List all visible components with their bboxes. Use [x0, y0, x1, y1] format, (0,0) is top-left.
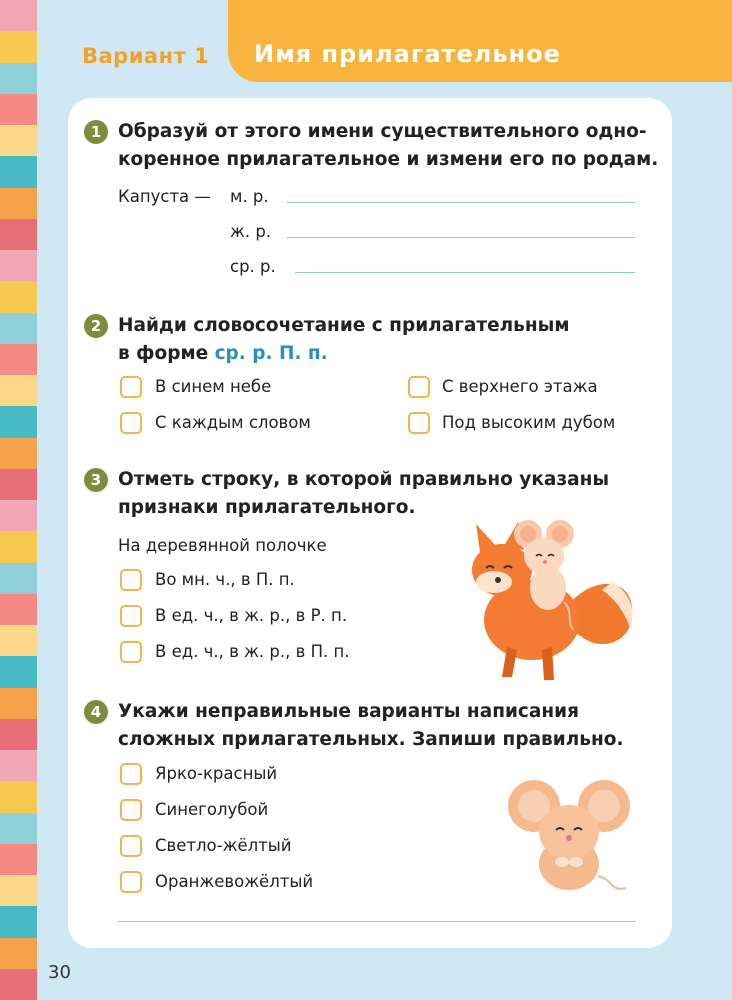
decorative-stripe [0, 0, 37, 1000]
option-checkbox[interactable] [120, 412, 142, 434]
answer-line[interactable] [118, 921, 636, 922]
question-1-text [118, 118, 658, 174]
question-number-1: 1 [84, 120, 108, 144]
question-2-line-2 [118, 340, 570, 368]
question-4-line-2: сложных прилагательных. Запиши правильно. [118, 729, 624, 750]
option-checkbox[interactable] [120, 835, 142, 857]
option-label: В синем небе [155, 377, 272, 396]
option-label: В ед. ч., в ж. р., в Р. п. [155, 606, 348, 625]
variant-label: Вариант 1 [82, 44, 210, 68]
option-checkbox[interactable] [120, 605, 142, 627]
option-label: С каждым словом [155, 413, 311, 432]
option-label: Светло-жёлтый [155, 836, 292, 855]
question-number-3: 3 [84, 468, 108, 492]
option-label: Во мн. ч., в П. п. [155, 570, 295, 589]
option-label: Ярко-красный [155, 764, 278, 783]
option-checkbox[interactable] [408, 412, 430, 434]
question-4-line-1: Укажи неправильные варианты написания [118, 701, 580, 722]
question-1-line-2: коренное прилагательное и измени его по родам. [118, 149, 659, 170]
option-checkbox[interactable] [408, 376, 430, 398]
question-2-text [118, 312, 570, 368]
question-4-text [118, 698, 624, 754]
page-number: 30 [48, 962, 71, 983]
question-3-line-1: Отметь строку, в которой правильно указаны [118, 469, 610, 490]
question-3-line-2: признаки прилагательного. [118, 497, 416, 518]
option-checkbox[interactable] [120, 871, 142, 893]
gender-row-label: ср. р. [230, 257, 276, 276]
title-band [228, 0, 732, 82]
question-number-4: 4 [84, 700, 108, 724]
answer-line[interactable] [295, 272, 635, 273]
option-label: В ед. ч., в ж. р., в П. п. [155, 642, 350, 661]
question-number-2: 2 [84, 314, 108, 338]
answer-line[interactable] [287, 202, 635, 203]
question-1-line-1: Образуй от этого имени существительного одно- [118, 121, 647, 142]
option-label: Под высоким дубом [442, 413, 616, 432]
option-checkbox[interactable] [120, 569, 142, 591]
page-title: Имя прилагательное [254, 40, 561, 68]
option-checkbox[interactable] [120, 763, 142, 785]
option-label: Синеголубой [155, 800, 269, 819]
option-checkbox[interactable] [120, 641, 142, 663]
noun-capusta: Капуста — [118, 187, 211, 206]
fox-with-mouse-illustration [462, 512, 642, 684]
option-checkbox[interactable] [120, 376, 142, 398]
option-checkbox[interactable] [120, 799, 142, 821]
gender-row-label: ж. р. [230, 222, 272, 241]
question-2-line-1: Найди словосочетание с прилагательным [118, 315, 570, 336]
answer-line[interactable] [287, 237, 635, 238]
gender-row-label: м. р. [230, 187, 269, 206]
option-label: Оранжевожёлтый [155, 872, 314, 891]
grammar-form-highlight: ср. р. П. п. [214, 343, 328, 364]
phrase: На деревянной полочке [118, 536, 327, 555]
option-label: С верхнего этажа [442, 377, 598, 396]
mouse-illustration [506, 772, 634, 896]
question-2-prefix: в форме [118, 343, 215, 364]
